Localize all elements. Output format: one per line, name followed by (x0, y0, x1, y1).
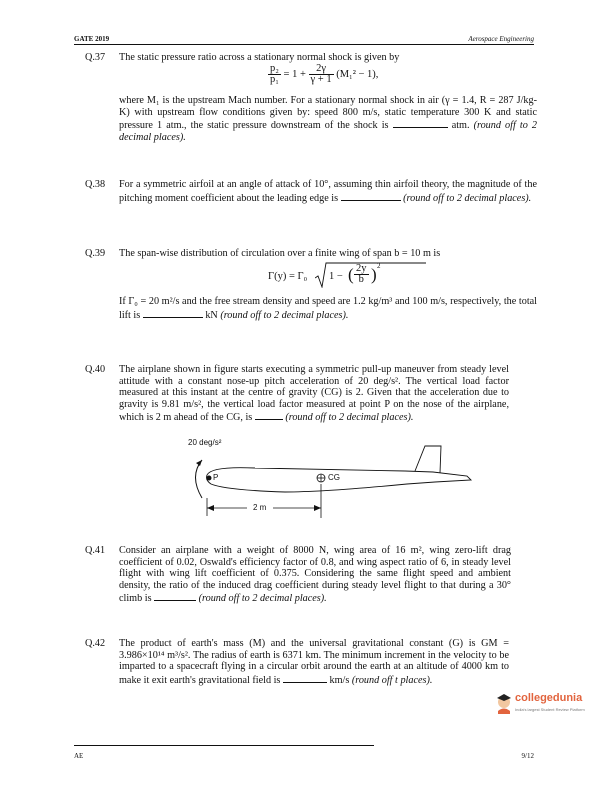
cg-label: CG (328, 473, 340, 482)
question-number: Q.42 (85, 638, 106, 649)
eq-2gamma: 2γ (309, 64, 334, 75)
eq-tail: (M₁² − 1), (336, 68, 379, 80)
question-40 (85, 364, 537, 424)
rounding-hint: (round off t (351, 674, 398, 686)
footer-code: AE (74, 752, 84, 760)
rounding-hint: (round off to 2 decimal places). (285, 412, 414, 424)
question-number: Q.37 (85, 52, 106, 63)
student-logo-icon (495, 692, 513, 714)
question-text: The product of earth's mass (M) and the universal gravitational constant (G) is GM = 3.986×10¹⁴ m³/s². The radius of earth is 6371 km. The minimum increment in the velocity to be imparted to a spacecraft flying in a circular orbit around the earth at an altitude of 4000 km to make it exit earth's gravitational field is (119, 638, 509, 686)
answer-blank[interactable] (154, 591, 196, 601)
point-p-label: P (213, 473, 219, 482)
footer-rule (74, 745, 374, 746)
eq-gamma-y: Γ(y) = Γ₀ (268, 271, 308, 282)
answer-blank[interactable] (143, 308, 203, 318)
question-42 (85, 638, 537, 686)
unit: kN (205, 309, 218, 321)
question-37-body (89, 95, 537, 143)
question-number: Q.38 (85, 179, 106, 190)
answer-blank[interactable] (341, 191, 401, 201)
watermark-tagline: India's largest Student Review Platform (515, 707, 585, 712)
paren-right: ) (371, 265, 377, 284)
sqrt-bar (326, 262, 426, 264)
eq-exponent: 2 (377, 262, 381, 270)
rounding-hint: (round off to 2 decimal places). (198, 593, 327, 605)
question-38 (85, 179, 537, 204)
pitch-accel-label: 20 deg/s² (188, 438, 222, 447)
collegedunia-watermark (495, 690, 585, 720)
question-number: Q.41 (85, 545, 106, 556)
eq-gamma-plus-1: γ + 1 (310, 74, 332, 85)
answer-blank[interactable] (393, 118, 448, 128)
shock-equation (268, 64, 378, 85)
distance-label: 2 m (253, 503, 267, 512)
eq-one-minus: 1 − (329, 271, 343, 282)
question-41 (85, 545, 537, 605)
airplane-figure (185, 438, 485, 520)
rounding-hint: (round off to 2 decimal places). (403, 192, 532, 204)
question-number: Q.40 (85, 364, 106, 375)
question-37 (85, 52, 537, 64)
watermark-name: collegedunia (515, 692, 583, 704)
answer-blank[interactable] (283, 673, 327, 683)
paren-left: ( (348, 265, 354, 284)
header-subject: Aerospace Engineering (468, 35, 534, 43)
sqrt-sign-icon (315, 262, 329, 288)
question-text: where M₁ is the upstream Mach number. For a stationary normal shock in air (γ = 1.4, R = 287 J/kg-K) with upstream flow conditions given by: speed 800 m/s, static temperature 300 K and static pressure 1 atm., the static pressure downstream of the shock is (119, 95, 537, 132)
header-exam: GATE 2019 (74, 35, 110, 43)
eq-p1: p₁ (270, 74, 279, 85)
question-39 (85, 248, 537, 260)
rounding-hint: (round off to 2 decimal places). (119, 120, 538, 143)
unit: km/s (329, 674, 350, 686)
rounding-hint: (round off to 2 decimal places). (220, 309, 349, 321)
question-intro: The span-wise distribution of circulation over a finite wing of span b = 10 m is (119, 248, 441, 259)
answer-blank[interactable] (255, 410, 283, 420)
question-text: Consider an airplane with a weight of 8000 N, wing area of 16 m², wing zero-lift drag coefficient of 0.02, Oswald's efficiency factor of 0.8, and wing aspect ratio of 6, in steady level flight with wing lift coefficient of 0.375. Considering the same flight speed and ambient density, the ratio of the induced drag coefficient during steady level flight to that during a 30° climb is (119, 545, 511, 605)
page-number: 9/12 (521, 752, 534, 760)
eq-2y: 2y (356, 263, 367, 274)
eq-b: b (358, 274, 364, 285)
eq-mid: = 1 + (283, 68, 306, 80)
unit: atm. (451, 120, 470, 132)
question-number: Q.39 (85, 248, 106, 259)
question-39-body (89, 296, 537, 321)
question-text: If Γ₀ = 20 m²/s and the free stream density and speed are 1.2 kg/m³ and 100 m/s, respectively, the total lift is (119, 296, 537, 321)
eq-p2: p₂ (270, 63, 279, 74)
question-text: The airplane shown in figure starts executing a symmetric pull-up maneuver from steady level attitude with a constant nose-up pitch acceleration of 20 deg/s². The vertical load factor measured at this instant at the centre of gravity (CG) is 2. Given that the acceleration due to gravity is 9.81 m/s², the vertical load factor measured at point P on the nose of the airplane, which is 2 m ahead of the CG, is (119, 364, 509, 424)
header-rule (74, 44, 534, 45)
rounding-hint-end: places). (400, 674, 433, 686)
question-text: For a symmetric airfoil at an angle of attack of 10°, assuming thin airfoil theory, the magnitude of the pitching moment coefficient about the leading edge is (119, 179, 537, 204)
question-intro: The static pressure ratio across a stationary normal shock is given by (119, 52, 400, 63)
